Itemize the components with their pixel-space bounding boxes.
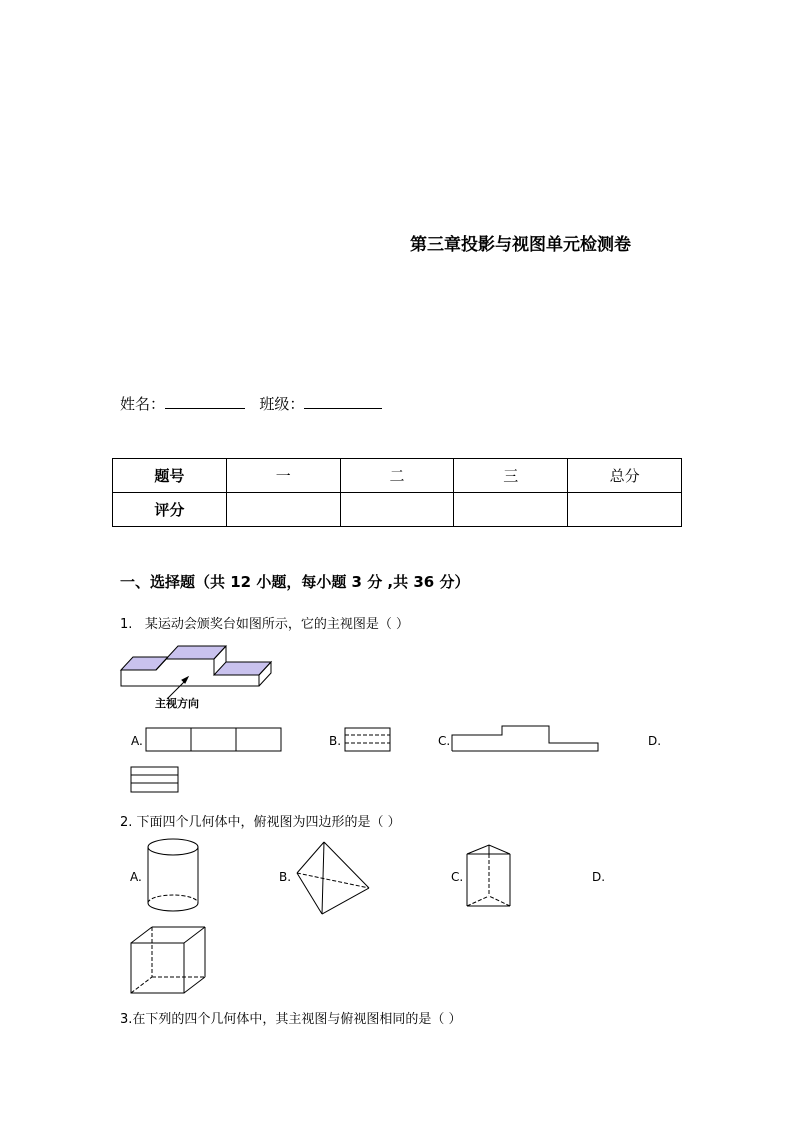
question-text: 在下列的四个几何体中，其主视图与俯视图相同的是（ ） [132, 1012, 462, 1027]
q1-option-d-figure [131, 767, 178, 792]
score-table-cell: 二 [340, 459, 454, 493]
q2-option-c[interactable]: C. [451, 870, 464, 884]
q1-option-b[interactable]: B. [329, 734, 342, 748]
podium-top-center [166, 646, 226, 659]
podium-figure [121, 646, 271, 699]
section-heading: 一、选择题（共 12 小题，每小题 3 分 ,共 36 分） [120, 573, 470, 591]
podium-top-right [214, 662, 271, 675]
cube-figure [131, 927, 205, 993]
question-number: 1. [120, 617, 133, 632]
question-number: 3. [120, 1012, 133, 1027]
q2-option-b[interactable]: B. [279, 870, 292, 884]
score-table-cell: 评分 [113, 493, 227, 527]
score-table-cell: 题号 [113, 459, 227, 493]
score-table-cell: 总分 [568, 459, 682, 493]
pyramid-figure [297, 842, 369, 914]
q1-option-b-figure [345, 728, 390, 751]
question-number: 2. [120, 815, 133, 830]
prism-figure [467, 845, 510, 906]
podium-top-left [121, 657, 168, 670]
q2-option-a[interactable]: A. [130, 870, 142, 884]
class-label: 班级： [259, 395, 305, 413]
question-3 [120, 1008, 462, 1027]
score-table-cell: 一 [226, 459, 340, 493]
q2-option-d[interactable]: D. [592, 870, 606, 884]
question-text: 某运动会颁奖台如图所示，它的主视图是（ ） [144, 617, 409, 632]
view-direction-label: 主视方向 [155, 697, 199, 710]
q1-option-a[interactable]: A. [131, 734, 143, 748]
name-label: 姓名： [120, 395, 166, 413]
arrow-head [182, 677, 188, 683]
q1-option-c[interactable]: C. [438, 734, 451, 748]
question-text: 下面四个几何体中，俯视图为四边形的是（ ） [136, 815, 401, 830]
page-title: 第三章投影与视图单元检测卷 [410, 235, 631, 255]
q1-option-a-figure [146, 728, 281, 751]
score-table-cell: 三 [454, 459, 568, 493]
cylinder-figure [148, 839, 198, 911]
question-2 [120, 811, 401, 830]
q1-option-c-figure [452, 726, 598, 751]
q1-option-d[interactable]: D. [648, 734, 662, 748]
